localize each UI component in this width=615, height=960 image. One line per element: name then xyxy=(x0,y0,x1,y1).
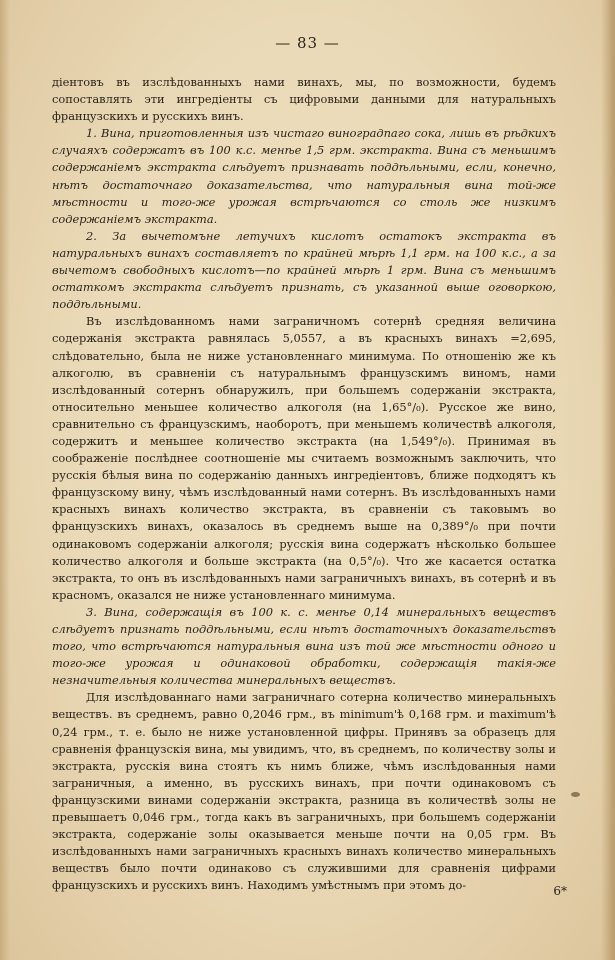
rule-2-paragraph: 2. За вычетомънe летучихъ кислотъ остатокъ экстракта въ натуральныхъ винахъ составляетъ по крайней мѣрѣ 1,1 грм. на 100 к.с., а за вычетомъ свободныхъ кислотъ—по крайней мѣрѣ 1 грм. Вина съ меньшимъ остаткомъ экстракта слѣдуетъ признать, съ указанной выше оговоркою, поддѣльными. xyxy=(52,228,556,312)
page-edge-shadow-left xyxy=(0,0,10,960)
rule-1-paragraph: 1. Вина, приготовленныя изъ чистаго виноградпаго сока, лишь въ рѣдкихъ случаяхъ содержатъ въ 100 к.с. менѣе 1,5 грм. экстракта. Вина съ меньшимъ содержаніемъ экстракта слѣдуетъ признавать поддѣльными, если, конечно, нѣтъ достаточнаго доказательства, что натуральныя вина той-же мѣстности и того-же урожая встрѣчаются со столь же низкимъ содержаніемъ экстракта. xyxy=(52,126,556,226)
paragraph-continuation: діентовъ въ изслѣдованныхъ нами винахъ, мы, по возможности, будемъ сопоставлять эти ингредіенты съ цифровыми данными для натуральныхъ французскихъ и русскихъ винъ. xyxy=(52,75,556,124)
mineral-analysis-paragraph: Для изслѣдованнаго нами заграничнаго сотерна количество минеральныхъ веществъ. въ среднемъ, равно 0,2046 грм., въ minimum'ѣ 0,168 грм. и maximum'ѣ 0,24 грм., т. е. было не ниже установленной цифры. Принявъ за образецъ для сравненія французскія вина, мы увидимъ, что, въ среднемъ, по количеству золы и экстракта, русскія вина стоятъ къ нимъ ближе, чѣмъ изслѣдованныя нами заграничныя, а именно, въ русскихъ винахъ, при почти одинаковомъ съ французскими винами содержаніи экстракта, разница въ количествѣ золы не превышаетъ 0,046 грм., тогда какъ въ заграничныхъ, при большемъ содержаніи экстракта, содержаніе золы оказывается меньше почти на 0,05 грм. Въ изслѣдованныхъ нами заграничныхъ красныхъ винахъ количество минеральныхъ веществъ было почти одинаково съ служившими для сравненія цифрами французскихъ и русскихъ винъ. Находимъ умѣстнымъ при этомъ до- xyxy=(52,690,556,893)
signature-mark: 6* xyxy=(553,884,567,898)
page-number: — 83 — xyxy=(275,34,340,52)
body-text xyxy=(52,74,556,895)
rule-3-paragraph: 3. Вина, содержащія въ 100 к. с. менѣе 0,14 минеральныхъ веществъ слѣдуетъ признать поддѣльными, если нѣтъ достаточныхъ доказательствъ того, что встрѣчаются натуральныя вина изъ той же мѣстности одного и того-же урожая и одинаковой обработки, содержащія такія-же незначительныя количества минеральныхъ веществъ. xyxy=(52,604,556,688)
ink-smudge xyxy=(571,792,580,797)
extract-analysis-paragraph: Въ изслѣдованномъ нами заграничномъ сотернѣ средняя величина содержанія экстракта равнялась 5,0557, а въ красныхъ винахъ =2,695, слѣдовательно, была не ниже установленнаго минимума. По отношенію же къ алкоголю, въ сравненіи съ натуральнымъ французскимъ виномъ, нами изслѣдованный сотернъ обнаружилъ, при большемъ содержаніи экстракта, относительно меньшее количество алкоголя (на 1,65°/₀). Русское же вино, сравнительно съ французскимъ, наоборотъ, при меньшемъ количествѣ алкоголя, содержитъ и меньшее количество экстракта (на 1,549°/₀). Принимая въ соображеніе послѣднее соотношеніе мы считаемъ возможнымъ заключить, что русскія бѣлыя вина по содержанію данныхъ ингредіентовъ, ближе подходятъ къ французскому вину, чѣмъ изслѣдованный нами сотернъ. Въ изслѣдованныхъ нами красныхъ винахъ количество экстракта, въ сравненіи съ таковымъ во французскихъ винахъ, оказалось въ среднемъ выше на 0,389°/₀ при почти одинаковомъ содержаніи алкоголя; русскія вина содержатъ нѣсколько большее количество алкоголя и больше экстракта (на 0,5°/₀). Что же касается остатка экстракта, то онъ въ изслѣдованныхъ нами заграничныхъ винахъ, въ сотернѣ и въ красномъ, оказался не ниже установленнаго минимума. xyxy=(52,314,556,602)
page-edge-shadow-right xyxy=(601,0,615,960)
